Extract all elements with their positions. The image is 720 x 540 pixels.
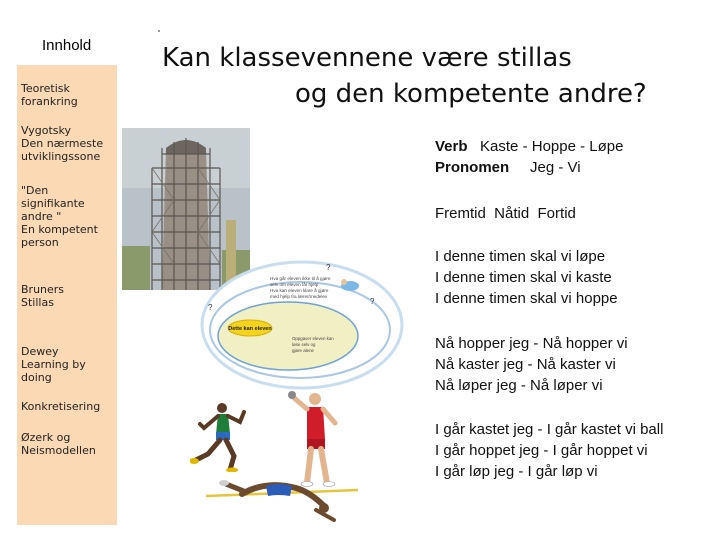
sidebar-item-signifikante-andre[interactable] — [21, 184, 98, 249]
sidebar-item-line: Learning by — [21, 358, 86, 371]
future-line: I denne timen skal vi hoppe — [435, 290, 618, 307]
sidebar-title: Innhold — [42, 37, 92, 54]
zpd-middle-text-1: Hva kan eleven klare å gjøre — [270, 288, 329, 293]
sidebar-item-ozerk-neismodellen[interactable] — [21, 431, 96, 457]
sidebar-item-line: Øzerk og — [21, 431, 71, 444]
sidebar-item-teoretisk-forankring[interactable] — [21, 82, 78, 108]
sidebar-item-line: signifikante — [21, 197, 85, 210]
pronomen-label: Pronomen — [435, 159, 510, 176]
future-block — [435, 246, 618, 309]
present-line: Nå hopper jeg - Nå hopper vi — [435, 335, 628, 352]
sidebar-item-konkretisering[interactable] — [21, 400, 100, 413]
sidebar-item-bruners-stillas[interactable] — [21, 283, 64, 309]
pronomen-line — [435, 157, 623, 178]
sidebar-item-line: Teoretisk — [21, 82, 70, 95]
zpd-inner-text-2: løse selv og — [292, 342, 316, 347]
present-line: Nå løper jeg - Nå løper vi — [435, 377, 603, 394]
sidebar-item-dewey[interactable] — [21, 345, 86, 384]
tenses-line: Fremtid Nåtid Fortid — [435, 205, 576, 222]
slide-title — [162, 40, 682, 112]
sidebar-item-line: Dewey — [21, 345, 59, 358]
pronomen-value: Jeg - Vi — [530, 159, 581, 176]
sidebar-item-line: utviklingssone — [21, 150, 101, 163]
zpd-inner-label: Dette kan eleven — [228, 326, 272, 332]
past-line: I går hoppet jeg - I går hoppet vi — [435, 442, 648, 459]
past-block — [435, 419, 663, 482]
sidebar — [17, 65, 117, 525]
future-line: I denne timen skal vi løpe — [435, 248, 606, 265]
zone-of-proximal-development-diagram — [200, 260, 404, 390]
present-line: Nå kaster jeg - Nå kaster vi — [435, 356, 616, 373]
slide-title-line-1: Kan klassevennene være stillas — [162, 43, 572, 73]
past-line: I går løp jeg - I går løp vi — [435, 463, 598, 480]
sidebar-item-line: andre " — [21, 210, 62, 223]
zpd-middle-text-2: med hjelp fra lærer/medelev — [270, 294, 328, 299]
verb-value: Kaste - Hoppe - Løpe — [480, 138, 624, 155]
corner-dot — [158, 30, 160, 32]
sidebar-item-line: Stillas — [21, 296, 54, 309]
future-line: I denne timen skal vi kaste — [435, 269, 612, 286]
sidebar-item-line: "Den — [21, 184, 49, 197]
zpd-question-mark: ? — [370, 297, 375, 306]
sidebar-item-line: Vygotsky — [21, 124, 71, 137]
sidebar-item-line: Den nærmeste — [21, 137, 104, 150]
sidebar-item-line: En kompetent — [21, 223, 98, 236]
sidebar-item-line: person — [21, 236, 59, 249]
zpd-outer-text-2: selv om eleven får hjelp — [270, 282, 319, 287]
verb-line — [435, 136, 623, 157]
verb-pronomen-block — [435, 136, 623, 178]
zpd-inner-text-1: Oppgaver eleven kan — [292, 336, 334, 341]
verb-label: Verb — [435, 138, 468, 155]
zpd-question-mark: ? — [326, 263, 331, 272]
sidebar-item-line: forankring — [21, 95, 78, 108]
thrower-image — [285, 387, 341, 487]
runner-image — [190, 400, 250, 472]
zpd-inner-text-3: gjøre alene — [292, 348, 314, 353]
past-line: I går kastet jeg - I går kastet vi ball — [435, 421, 664, 438]
sidebar-item-vygotsky[interactable] — [21, 124, 103, 163]
sidebar-item-line: Konkretisering — [21, 400, 101, 413]
slide-title-line-2: og den kompetente andre? — [295, 79, 647, 109]
sidebar-item-line: doing — [21, 371, 52, 384]
zpd-outer-text-1: Hva går eleven ikke til å gjøre — [270, 276, 331, 281]
high-jumper-image — [206, 476, 358, 526]
sidebar-item-line: Neismodellen — [21, 444, 96, 457]
zpd-question-mark: ? — [208, 303, 213, 312]
sidebar-item-line: Bruners — [21, 283, 65, 296]
present-block — [435, 333, 628, 396]
